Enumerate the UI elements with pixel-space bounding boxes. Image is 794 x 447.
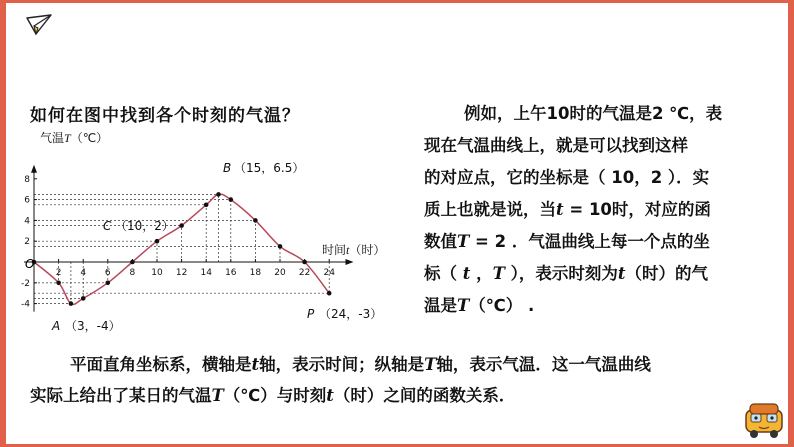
- x-axis-label: 时间t（时）: [322, 243, 386, 257]
- x-tick-label: 20: [274, 268, 286, 278]
- x-tick-label: 4: [80, 268, 87, 278]
- curve-data-point: [81, 296, 86, 301]
- origin-label: O: [25, 257, 35, 271]
- curve-data-point: [327, 291, 332, 296]
- x-tick-label: 22: [298, 268, 311, 278]
- curve-data-point: [253, 218, 258, 223]
- curve-data-point: [69, 301, 74, 306]
- y-tick-label: 2: [24, 237, 30, 248]
- svg-text:C: C: [103, 219, 112, 233]
- x-tick-label: 10: [151, 268, 163, 278]
- svg-text:（10，2）: （10，2）: [115, 219, 174, 233]
- y-axis-arrow: [31, 165, 37, 173]
- x-tick-label: 6: [104, 268, 111, 278]
- y-tick-label: 8: [24, 174, 30, 185]
- question-heading: 如何在图中找到各个时刻的气温？: [30, 106, 300, 126]
- point-a-label: [51, 319, 121, 333]
- curve-data-point: [179, 223, 184, 228]
- y-tick-label: -2: [21, 278, 30, 289]
- y-tick-label: -4: [21, 299, 30, 310]
- point-p-label: [307, 307, 382, 321]
- curve-data-point: [130, 260, 135, 265]
- frame-left-border: [0, 0, 6, 447]
- point-c-label: [103, 219, 174, 233]
- curve-data-point: [302, 260, 307, 265]
- y-tick-label: 6: [24, 195, 30, 206]
- svg-text:（3，-4）: （3，-4）: [65, 319, 121, 333]
- x-tick-label: 24: [323, 268, 335, 278]
- x-axis-arrow: [346, 259, 354, 265]
- point-b-label: [223, 161, 304, 175]
- curve-data-point: [204, 203, 209, 208]
- y-tick-label: 4: [24, 216, 30, 227]
- curve-data-point: [106, 281, 111, 286]
- x-tick-label: 2: [55, 268, 62, 278]
- frame-right-border: [788, 0, 794, 447]
- summary-paragraph: 平面直角坐标系，横轴是t轴，表示时间；纵轴是T轴，表示气温．这一气温曲线 实际上给出了某日的气温T（℃）与时刻t（时）之间的函数关系．: [30, 355, 651, 405]
- y-axis-label: 气温T（℃）: [40, 131, 109, 145]
- curve-data-point: [216, 192, 221, 197]
- explanation-paragraph: 例如，上午10时的气温是2 ℃，表 现在气温曲线上，就是可以找到这样 的对应点，它的坐标是（ 10，2 ）．实 质上也就是说，当t = 10时，对应的函 数值T = 2 ．气温曲线上每一个点的坐 标（ t ，T ），表示时刻为t（时）的气 温是T（℃） .: [424, 104, 723, 315]
- x-tick-label: 14: [200, 268, 212, 278]
- svg-text:P: P: [307, 307, 315, 321]
- x-tick-label: 16: [225, 268, 237, 278]
- svg-text:A: A: [52, 319, 61, 333]
- paper-plane-icon: [26, 14, 52, 36]
- frame-top-border: [0, 0, 794, 3]
- temperature-curve-chart: [20, 128, 420, 338]
- school-bus-mascot-icon: [742, 400, 786, 440]
- x-tick-label: 8: [129, 268, 136, 278]
- svg-text:B: B: [223, 161, 232, 175]
- svg-text:（15，6.5）: （15，6.5）: [234, 161, 305, 175]
- curve-data-point: [56, 281, 61, 286]
- curve-data-point: [229, 197, 234, 202]
- curve-data-point: [155, 239, 160, 244]
- curve-data-point: [278, 244, 283, 249]
- x-tick-label: 12: [175, 268, 188, 278]
- x-tick-label: 18: [249, 268, 262, 278]
- svg-text:（24，-3）: （24，-3）: [319, 307, 383, 321]
